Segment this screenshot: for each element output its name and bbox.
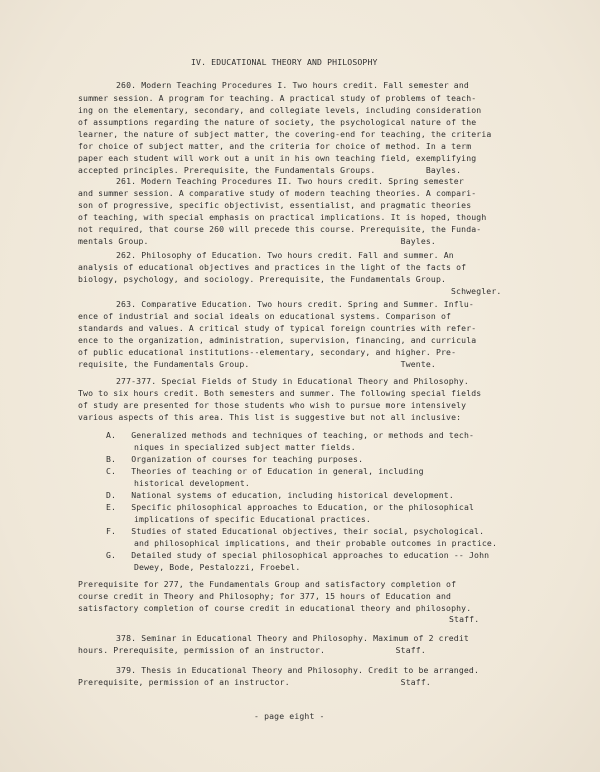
course-262-line-1: 262. Philosophy of Education. Two hours credit. Fall and summer. An	[116, 250, 454, 260]
course-277-377-line-1: 277-377. Special Fields of Study in Educational Theory and Philosophy.	[116, 376, 469, 386]
course-263-line-6: requisite, the Fundamentals Group. Twente.	[78, 359, 436, 369]
course-263-line-2: ence of industrial and social ideals on educational systems. Comparison of	[78, 311, 452, 321]
course-260-line-6: for choice of subject matter, and the criteria for choice of method. In a term	[78, 141, 472, 151]
list-item-d: D. National systems of education, including historical development.	[106, 490, 454, 500]
course-262-line-2: analysis of educational objectives and practices in the light of the facts of	[78, 262, 467, 272]
course-277-377-line-3: of study are presented for those students who wish to pursue more intensively	[78, 400, 467, 410]
list-item-c-line-2: historical development.	[134, 478, 250, 488]
course-260-line-4: of assumptions regarding the nature of society, the psychological nature of the	[78, 117, 477, 127]
course-263-line-3: standards and values. A critical study of typical foreign countries with refer-	[78, 323, 477, 333]
list-item-c-line-1: C. Theories of teaching or of Education in general, including	[106, 466, 424, 476]
course-277-377-line-2: Two to six hours credit. Both semesters and summer. The following special fields	[78, 388, 482, 398]
course-263-line-5: of public educational institutions--elementary, secondary, and higher. Pre-	[78, 347, 457, 357]
list-item-g-line-1: G. Detailed study of special philosophical approaches to education -- John	[106, 550, 490, 560]
course-260-line-3: ing on the elementary, secondary, and collegiate levels, including consideration	[78, 105, 482, 115]
list-item-a-line-2: niques in specialized subject matter fields.	[134, 442, 356, 452]
course-277-377-line-4: various aspects of this area. This list is suggestive but not all inclusive:	[78, 412, 462, 422]
course-261-line-6: mentals Group. Bayles.	[78, 236, 436, 246]
page-footer: - page eight -	[254, 711, 325, 721]
course-260-line-7: paper each student will work out a unit in his own teaching field, exemplifying	[78, 153, 477, 163]
list-item-e-line-1: E. Specific philosophical approaches to Education, or the philosophical	[106, 502, 475, 512]
list-item-e-line-2: implications of specific Educational practices.	[134, 514, 371, 524]
course-260-line-5: learner, the nature of subject matter, the covering-end for teaching, the criteria	[78, 129, 492, 139]
prerequisite-line-1: Prerequisite for 277, the Fundamentals Group and satisfactory completion of	[78, 579, 457, 589]
list-item-f-line-2: and philosophical implications, and their probable outcomes in practice.	[134, 538, 497, 548]
course-260-line-1: 260. Modern Teaching Procedures I. Two hours credit. Fall semester and	[116, 80, 469, 90]
course-261-line-2: and summer session. A comparative study of modern teaching theories. A compari-	[78, 188, 477, 198]
list-item-f-line-1: F. Studies of stated Educational objectives, their social, psychological.	[106, 526, 485, 536]
course-261-line-3: son of progressive, specific objectivist, essentialist, and pragmatic theories	[78, 200, 472, 210]
prerequisite-line-2: course credit in Theory and Philosophy; for 377, 15 hours of Education and	[78, 591, 452, 601]
course-261-line-5: not required, that course 260 will precede this course. Prerequisite, the Funda-	[78, 224, 482, 234]
document-title: IV. EDUCATIONAL THEORY AND PHILOSOPHY	[191, 57, 378, 67]
list-item-g-line-2: Dewey, Bode, Pestalozzi, Froebel.	[134, 562, 301, 572]
course-262-instructor: Schwegler.	[451, 286, 502, 296]
course-260-line-8: accepted principles. Prerequisite, the Fundamentals Groups. Bayles.	[78, 165, 462, 175]
course-379-line-2: Prerequisite, permission of an instructor. Staff.	[78, 677, 431, 687]
prerequisite-line-3: satisfactory completion of course credit in educational theory and philosophy.	[78, 603, 472, 613]
list-item-a-line-1: A. Generalized methods and techniques of teaching, or methods and tech-	[106, 430, 475, 440]
course-378-line-2: hours. Prerequisite, permission of an instructor. Staff.	[78, 645, 426, 655]
course-263-line-4: ence to the organization, administration, supervision, financing, and curricula	[78, 335, 477, 345]
course-263-line-1: 263. Comparative Education. Two hours credit. Spring and Summer. Influ-	[116, 299, 474, 309]
list-item-b: B. Organization of courses for teaching purposes.	[106, 454, 364, 464]
course-262-line-3: biology, psychology, and sociology. Prerequisite, the Fundamentals Group.	[78, 274, 447, 284]
prerequisite-instructor: Staff.	[449, 614, 480, 624]
course-260-line-2: summer session. A program for teaching. A practical study of problems of teach-	[78, 93, 477, 103]
course-379-line-1: 379. Thesis in Educational Theory and Philosophy. Credit to be arranged.	[116, 665, 479, 675]
course-261-line-4: of teaching, with special emphasis on practical implications. It is hoped, though	[78, 212, 487, 222]
course-261-line-1: 261. Modern Teaching Procedures II. Two hours credit. Spring semester	[116, 176, 464, 186]
course-378-line-1: 378. Seminar in Educational Theory and Philosophy. Maximum of 2 credit	[116, 633, 469, 643]
